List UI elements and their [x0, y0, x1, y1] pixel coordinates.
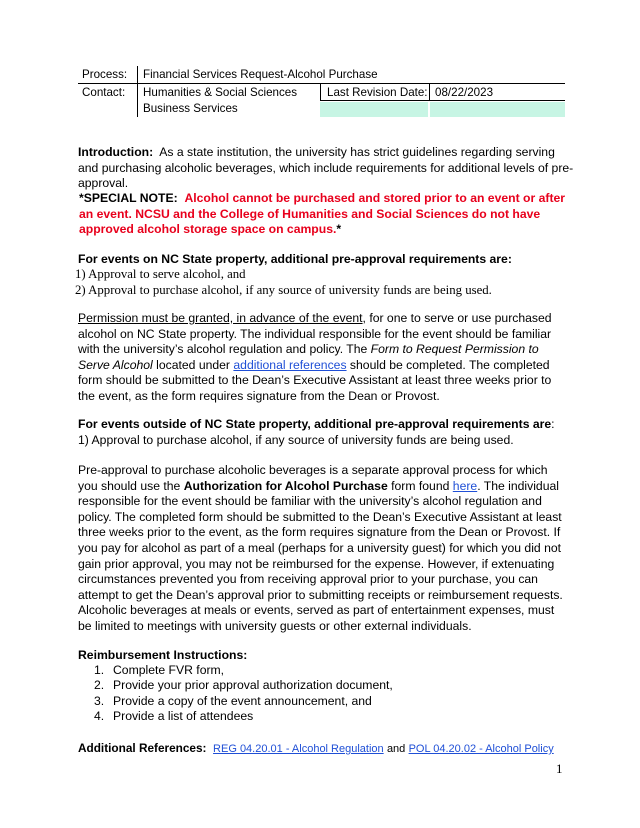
- process-row: [78, 66, 565, 84]
- highlight-cell: [430, 102, 565, 117]
- last-revision-date: 08/22/2023: [429, 84, 565, 101]
- introduction-label: Introduction:: [78, 145, 154, 159]
- list-item: 2. Provide your prior approval authorization document,: [94, 678, 393, 693]
- list-item: 4. Provide a list of attendees: [94, 709, 254, 724]
- authorization-form-name: Authorization for Alcohol Purchase: [183, 478, 388, 493]
- introduction-paragraph: [78, 145, 578, 192]
- special-note-end: *: [336, 222, 342, 237]
- reimbursement-heading: Reimbursement Instructions:: [78, 648, 248, 662]
- contact-row: [78, 84, 565, 117]
- list-item: 1. Complete FVR form,: [94, 663, 225, 677]
- references-label: Additional References:: [78, 741, 207, 755]
- additional-references: Additional References: REG 04.20.01 - Alcohol Regulation and POL 04.20.02 - Alcohol Policy: [78, 741, 554, 755]
- highlight-cell: [320, 102, 428, 117]
- introduction-text: As a state institution, the university has strict guidelines regarding serving and purchasing alcoholic beverages, which include requirements for additional levels of pre-approval.: [78, 145, 574, 191]
- off-campus-heading: For events outside of NC State property, additional pre-approval requirements are:: [78, 417, 555, 431]
- process-value: Financial Services Request-Alcohol Purchase: [143, 68, 378, 81]
- list-item: 1) Approval to serve alcohol, and: [75, 267, 246, 281]
- alcohol-regulation-link[interactable]: REG 04.20.01 - Alcohol Regulation: [213, 743, 384, 755]
- form-name-italic: Form to Request Permission to Serve Alcohol: [78, 342, 539, 372]
- list-item: 3. Provide a copy of the event announcement, and: [94, 693, 372, 708]
- permission-underlined: Permission must be granted, in advance of the event: [78, 311, 363, 325]
- off-campus-paragraph: Pre-approval to purchase alcoholic beverages is a separate approval process for which you should use the Authorization for Alcohol Purchase form found here. The individual responsible for the event should be familiar with the university’s alcohol regulation and policy. The completed form should be submitted to the Dean’s Executive Assistant at least three weeks prior to the event, as the form requires signature from the Dean or Provost. If you pay for alcohol as part of a meal (perhaps for a university guest) for which you did not gain prior approval, you may not be reimbursed for the expense. However, if extenuating circumstances prevented you from receiving approval prior to your purchase, you can attempt to get the Dean’s approval prior to submitting receipts or reimbursement requests. Alcoholic beverages at meals or events, served as part of entertainment expenses, must be limited to meetings with university guests or other external individuals.: [78, 463, 563, 633]
- on-campus-heading: For events on NC State property, additional pre-approval requirements are:: [78, 252, 512, 266]
- last-revision-label: Last Revision Date:: [320, 84, 429, 101]
- alcohol-policy-link[interactable]: POL 04.20.02 - Alcohol Policy: [408, 743, 554, 755]
- special-note-label: *SPECIAL NOTE:: [79, 191, 178, 205]
- page-number: 1: [556, 761, 563, 776]
- reimbursement-list: [94, 663, 393, 725]
- list-item: 2) Approval to purchase alcohol, if any source of university funds are being used.: [75, 282, 492, 297]
- contact-value: [138, 85, 297, 116]
- contact-line-2: Business Services: [143, 101, 238, 115]
- on-campus-list: [75, 267, 575, 299]
- process-label: Process:: [82, 68, 128, 81]
- special-note-text: Alcohol cannot be purchased and stored prior to an event or after an event. NCSU and the College of Humanities and Social Sciences do not have approved alcohol storage space on campus.: [79, 191, 566, 237]
- contact-label: Contact:: [82, 86, 126, 99]
- contact-line-1: Humanities & Social Sciences: [143, 86, 298, 99]
- special-note: [79, 191, 574, 238]
- on-campus-paragraph: Permission must be granted, in advance of the event, for one to serve or use purchased alcohol on NC State property. The individual responsible for the event should be familiar with the university’s alcohol regulation and policy. The Form to Request Permission to Serve Alcohol located under additional references should be completed. The completed form should be submitted to the Dean’s Executive Assistant at least three weeks prior to the event, as the form requires signature from the Dean or Provost.: [78, 311, 552, 403]
- here-link[interactable]: here: [452, 478, 478, 493]
- additional-references-link[interactable]: additional references: [233, 357, 347, 372]
- off-campus-item: 1) Approval to purchase alcohol, if any source of university funds are being used.: [78, 433, 514, 447]
- header-table: [78, 66, 565, 117]
